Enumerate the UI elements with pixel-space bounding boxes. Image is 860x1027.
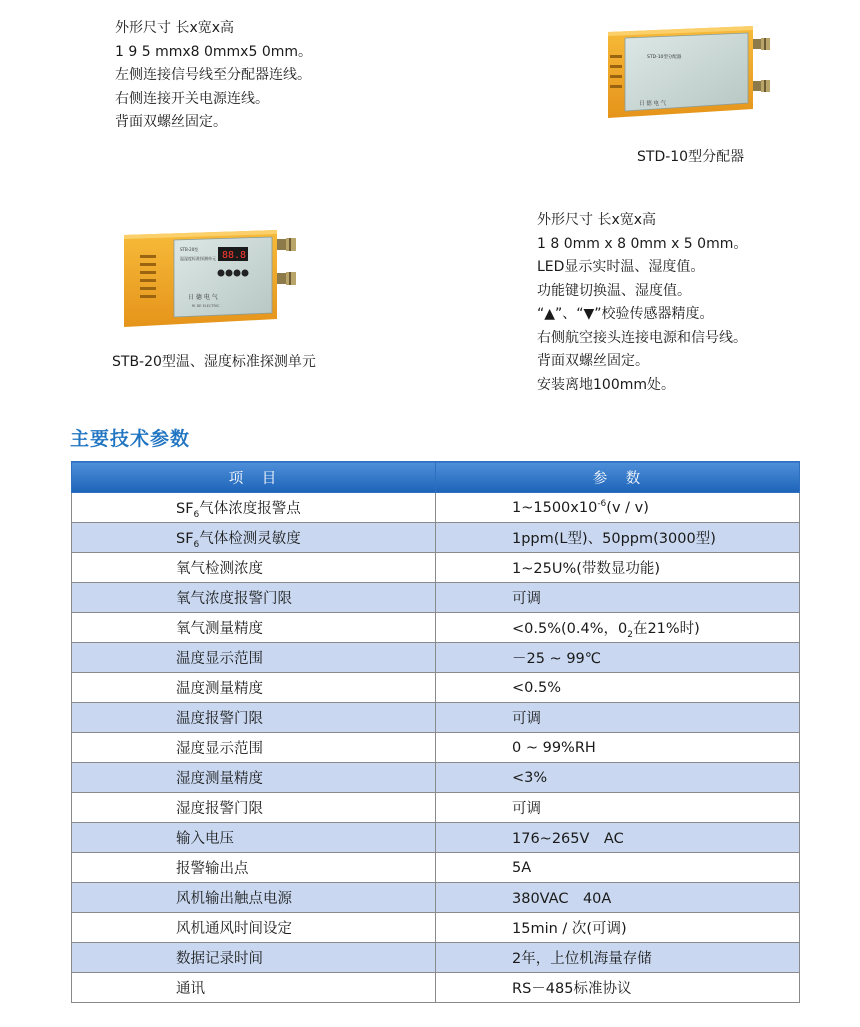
row-item: 温度报警门限: [72, 703, 436, 733]
connector-top: [277, 238, 296, 251]
row-value: 380VAC 40A: [436, 883, 800, 913]
panel-logo: 日 德 电 气: [639, 101, 667, 107]
key-button: [218, 270, 225, 277]
row-item: 风机输出触点电源: [72, 883, 436, 913]
row-value: 2年，上位机海量存储: [436, 943, 800, 973]
spec-line: 左侧连接信号线至分配器连线。: [115, 67, 311, 83]
row-value: <3%: [436, 763, 800, 793]
row-item: 输入电压: [72, 823, 436, 853]
device2-spec-text: [537, 209, 747, 397]
table-row: [72, 943, 800, 973]
key-button: [242, 270, 249, 277]
table-row: [72, 763, 800, 793]
spec-table: [71, 461, 800, 1003]
panel-subtitle: 温湿度标准探测单元: [180, 256, 216, 261]
spec-line: LED显示实时温、湿度值。: [537, 259, 705, 275]
key-button: [234, 270, 241, 277]
row-item: $SF_6$气体检测灵敏度: [72, 523, 436, 553]
device1-spec-text: [115, 17, 312, 135]
row-value: <0.5%(0.4%，$0_2$在21%时): [436, 613, 800, 643]
row-item: 通讯: [72, 973, 436, 1003]
row-item: 报警输出点: [72, 853, 436, 883]
table-row: [72, 733, 800, 763]
row-value: 5A: [436, 853, 800, 883]
row-item: 氧气浓度报警门限: [72, 583, 436, 613]
row-item: 风机通风时间设定: [72, 913, 436, 943]
row-value: 可调: [436, 793, 800, 823]
table-row: [72, 613, 800, 643]
panel-logo: 日 德 电 气: [188, 294, 218, 301]
row-value: 0 ~ 99%RH: [436, 733, 800, 763]
row-item: 湿度测量精度: [72, 763, 436, 793]
stb20-probe-unit-image: [120, 227, 305, 332]
header-parameter: 参 数: [436, 462, 800, 493]
row-item: 氧气测量精度: [72, 613, 436, 643]
table-header-row: [72, 462, 800, 493]
spec-line: 外形尺寸 长x宽x高: [115, 20, 235, 36]
spec-line: 右侧连接开关电源连线。: [115, 90, 269, 107]
table-row: [72, 703, 800, 733]
connector-bottom: [753, 80, 770, 92]
row-value: 1~25U%(带数显功能): [436, 553, 800, 583]
row-item: 氧气检测浓度: [72, 553, 436, 583]
spec-line: 安装离地100mm处。: [537, 376, 675, 393]
std10-caption: STD-10型分配器: [637, 149, 745, 165]
panel-model: STB-20型: [180, 247, 199, 252]
table-row: [72, 673, 800, 703]
panel-label: STD-10型分配器: [647, 55, 682, 60]
row-value: $1\sim 1500x10^{-6}(v / v)$: [436, 493, 800, 523]
connector-top: [753, 38, 770, 50]
led-digits: 88.8: [222, 250, 247, 261]
spec-line: 1 9 5 mmx8 0mmx5 0mm。: [115, 43, 312, 60]
section-title: 主要技术参数: [70, 428, 191, 450]
table-row: [72, 643, 800, 673]
row-value: －25 ~ 99℃: [436, 643, 800, 673]
table-row: [72, 823, 800, 853]
table-row: [72, 853, 800, 883]
row-value: RS－485标准协议: [436, 973, 800, 1003]
spec-line: 背面双螺丝固定。: [537, 353, 649, 369]
row-value: <0.5%: [436, 673, 800, 703]
spec-line: 背面双螺丝固定。: [115, 114, 227, 130]
table-row: [72, 883, 800, 913]
row-value: 15min / 次(可调): [436, 913, 800, 943]
table-row: [72, 493, 800, 523]
spec-line: 功能键切换温、湿度值。: [537, 282, 691, 299]
panel-logo-sub: RI DE ELECTRIC: [192, 304, 220, 308]
row-value: 176~265V AC: [436, 823, 800, 853]
header-item: 项 目: [72, 462, 436, 493]
table-row: [72, 523, 800, 553]
row-item: 湿度显示范围: [72, 733, 436, 763]
row-item: $SF_6$气体浓度报警点: [72, 493, 436, 523]
table-row: [72, 553, 800, 583]
table-row: [72, 583, 800, 613]
row-value: 可调: [436, 703, 800, 733]
row-value: 可调: [436, 583, 800, 613]
spec-line: 右侧航空接头连接电源和信号线。: [537, 329, 747, 346]
connector-bottom: [277, 272, 296, 285]
stb20-caption: STB-20型温、湿度标准探测单元: [112, 354, 316, 370]
std10-distributor-image: [605, 25, 775, 120]
spec-line: 外形尺寸 长x宽x高: [537, 212, 657, 228]
table-row: [72, 913, 800, 943]
row-value: 1ppm(L型)、50ppm(3000型): [436, 523, 800, 553]
spec-line: “▲”、“▼”校验传感器精度。: [537, 306, 714, 322]
table-row: [72, 793, 800, 823]
row-item: 湿度报警门限: [72, 793, 436, 823]
row-item: 数据记录时间: [72, 943, 436, 973]
row-item: 温度显示范围: [72, 643, 436, 673]
row-item: 温度测量精度: [72, 673, 436, 703]
table-row: [72, 973, 800, 1003]
spec-line: 1 8 0mm x 8 0mm x 5 0mm。: [537, 235, 748, 252]
key-button: [226, 270, 233, 277]
